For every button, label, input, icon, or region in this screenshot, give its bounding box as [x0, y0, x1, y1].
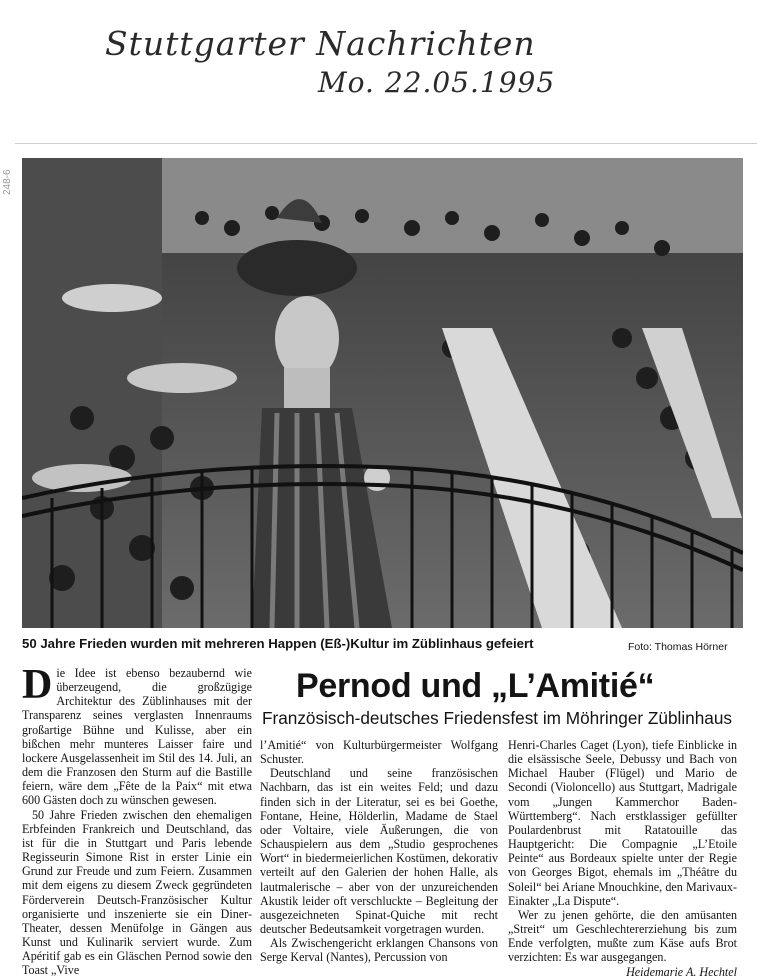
- event-photo: [22, 158, 743, 628]
- article-column-2: [260, 738, 498, 965]
- archive-stamp: 248-6: [2, 169, 13, 195]
- photo-illustration: [22, 158, 743, 628]
- article-column-3: [508, 738, 737, 979]
- paragraph: [22, 662, 252, 808]
- photo-credit: Foto: Thomas Hörner: [628, 641, 728, 653]
- paragraph: Wer zu jenen gehörte, die den amüsanten „Streit“ um Geschlechtererziehung bis zum Ende verfolgten, mußte zum Käse aufs Brot verzichten: Es war ausgegangen.: [508, 907, 737, 965]
- paragraph: l’Amitié“ von Kulturbürgermeister Wolfgang Schuster.: [260, 738, 498, 767]
- paragraph-text: ie Idee ist ebenso bezaubernd wie überzeugend, die großzügige Architektur des Züblinhauses mit der Transparenz seines verglasten Innenraums großartige Bühne und Kulisse, aber ein bißchen mehr munteres Laisser faire und lockere Ausgelassenheit im Stil des 14. Juli, an dem die Franzosen den Sturm auf die Bastille feiern, wäre dem „Fête de la Paix“ mit etwa 600 Gästen doch zu wünschen gewesen.: [22, 666, 252, 808]
- drop-cap: D: [22, 662, 53, 708]
- handwritten-date: Mo. 22.05.1995: [318, 66, 556, 99]
- article-headline: Pernod und „L’Amitié“: [296, 667, 655, 705]
- paragraph: Henri-Charles Caget (Lyon), tiefe Einblicke in die elsässische Seele, Debussy und Bach von Michael Hauber (Flügel) und Mario de Secondi (Violoncello) aus Stuttgart, Madrigale vom „Jungen Kammerchor Baden-Württemberg“. Nach erstklassiger gefüllter Poulardenbrust mit Ratatouille das Hauptgericht: Die Compagnie „L’Etoile Peinte“ aus Bordeaux spielte unter der Regie von Georges Bigot, ehemals im „Théâtre du Soleil“ bei Ariane Mnouchkine, den Marivaux-Einakter „La Dispute“.: [508, 738, 737, 908]
- article-subheadline: Französisch-deutsches Friedensfest im Möhringer Züblinhaus: [262, 708, 732, 728]
- paragraph: Deutschland und seine französischen Nachbarn, das ist ein weites Feld; und dazu finden sich in der Literatur, sei es bei Goethe, Fontane, Heine, Hölderlin, Madame de Stael oder Voltaire, viele Äußerungen, die von Schauspielern aus dem „Studio gesprochenes Wort“ in biedermeierlichen Kostümen, dekorativ verteilt auf den Galerien der hohen Halle, als lautmalerische – aber von der unzureichenden Akustik leider oft verschluckte – Begleitung der ausgezeichneten Spinat-Quiche mit recht deutscher Bedeutsamkeit vorgetragen wurden.: [260, 766, 498, 937]
- paragraph: 50 Jahre Frieden zwischen den ehemaligen Erbfeinden Frankreich und Deutschland, das ist für die in Stuttgart und Paris lebende Regisseurin Simone Rist in erster Linie ein Grund zur Freude und zum Feiern. Zusammen mit dem eigens zu diesem Zweck gegründeten Förderverein Deutsch-Französischer Kultur organisierte und inszenierte sie ein Diner-Theater, dessen Menüfolge in Gängen aus Kunst und Kulinarik serviert wurde. Zum Apéritif gab es ein Gläschen Pernod sowie den Toast „Vive: [22, 807, 252, 978]
- paragraph: Als Zwischengericht erklangen Chansons von Serge Kerval (Nantes), Percussion von: [260, 936, 498, 965]
- article-column-1: [22, 662, 252, 978]
- article-author: Heidemarie A. Hechtel: [626, 964, 737, 979]
- handwritten-newspaper-name: Stuttgarter Nachrichten: [105, 24, 536, 63]
- photo-caption: 50 Jahre Frieden wurden mit mehreren Happen (Eß-)Kultur im Züblinhaus gefeiert: [22, 636, 534, 651]
